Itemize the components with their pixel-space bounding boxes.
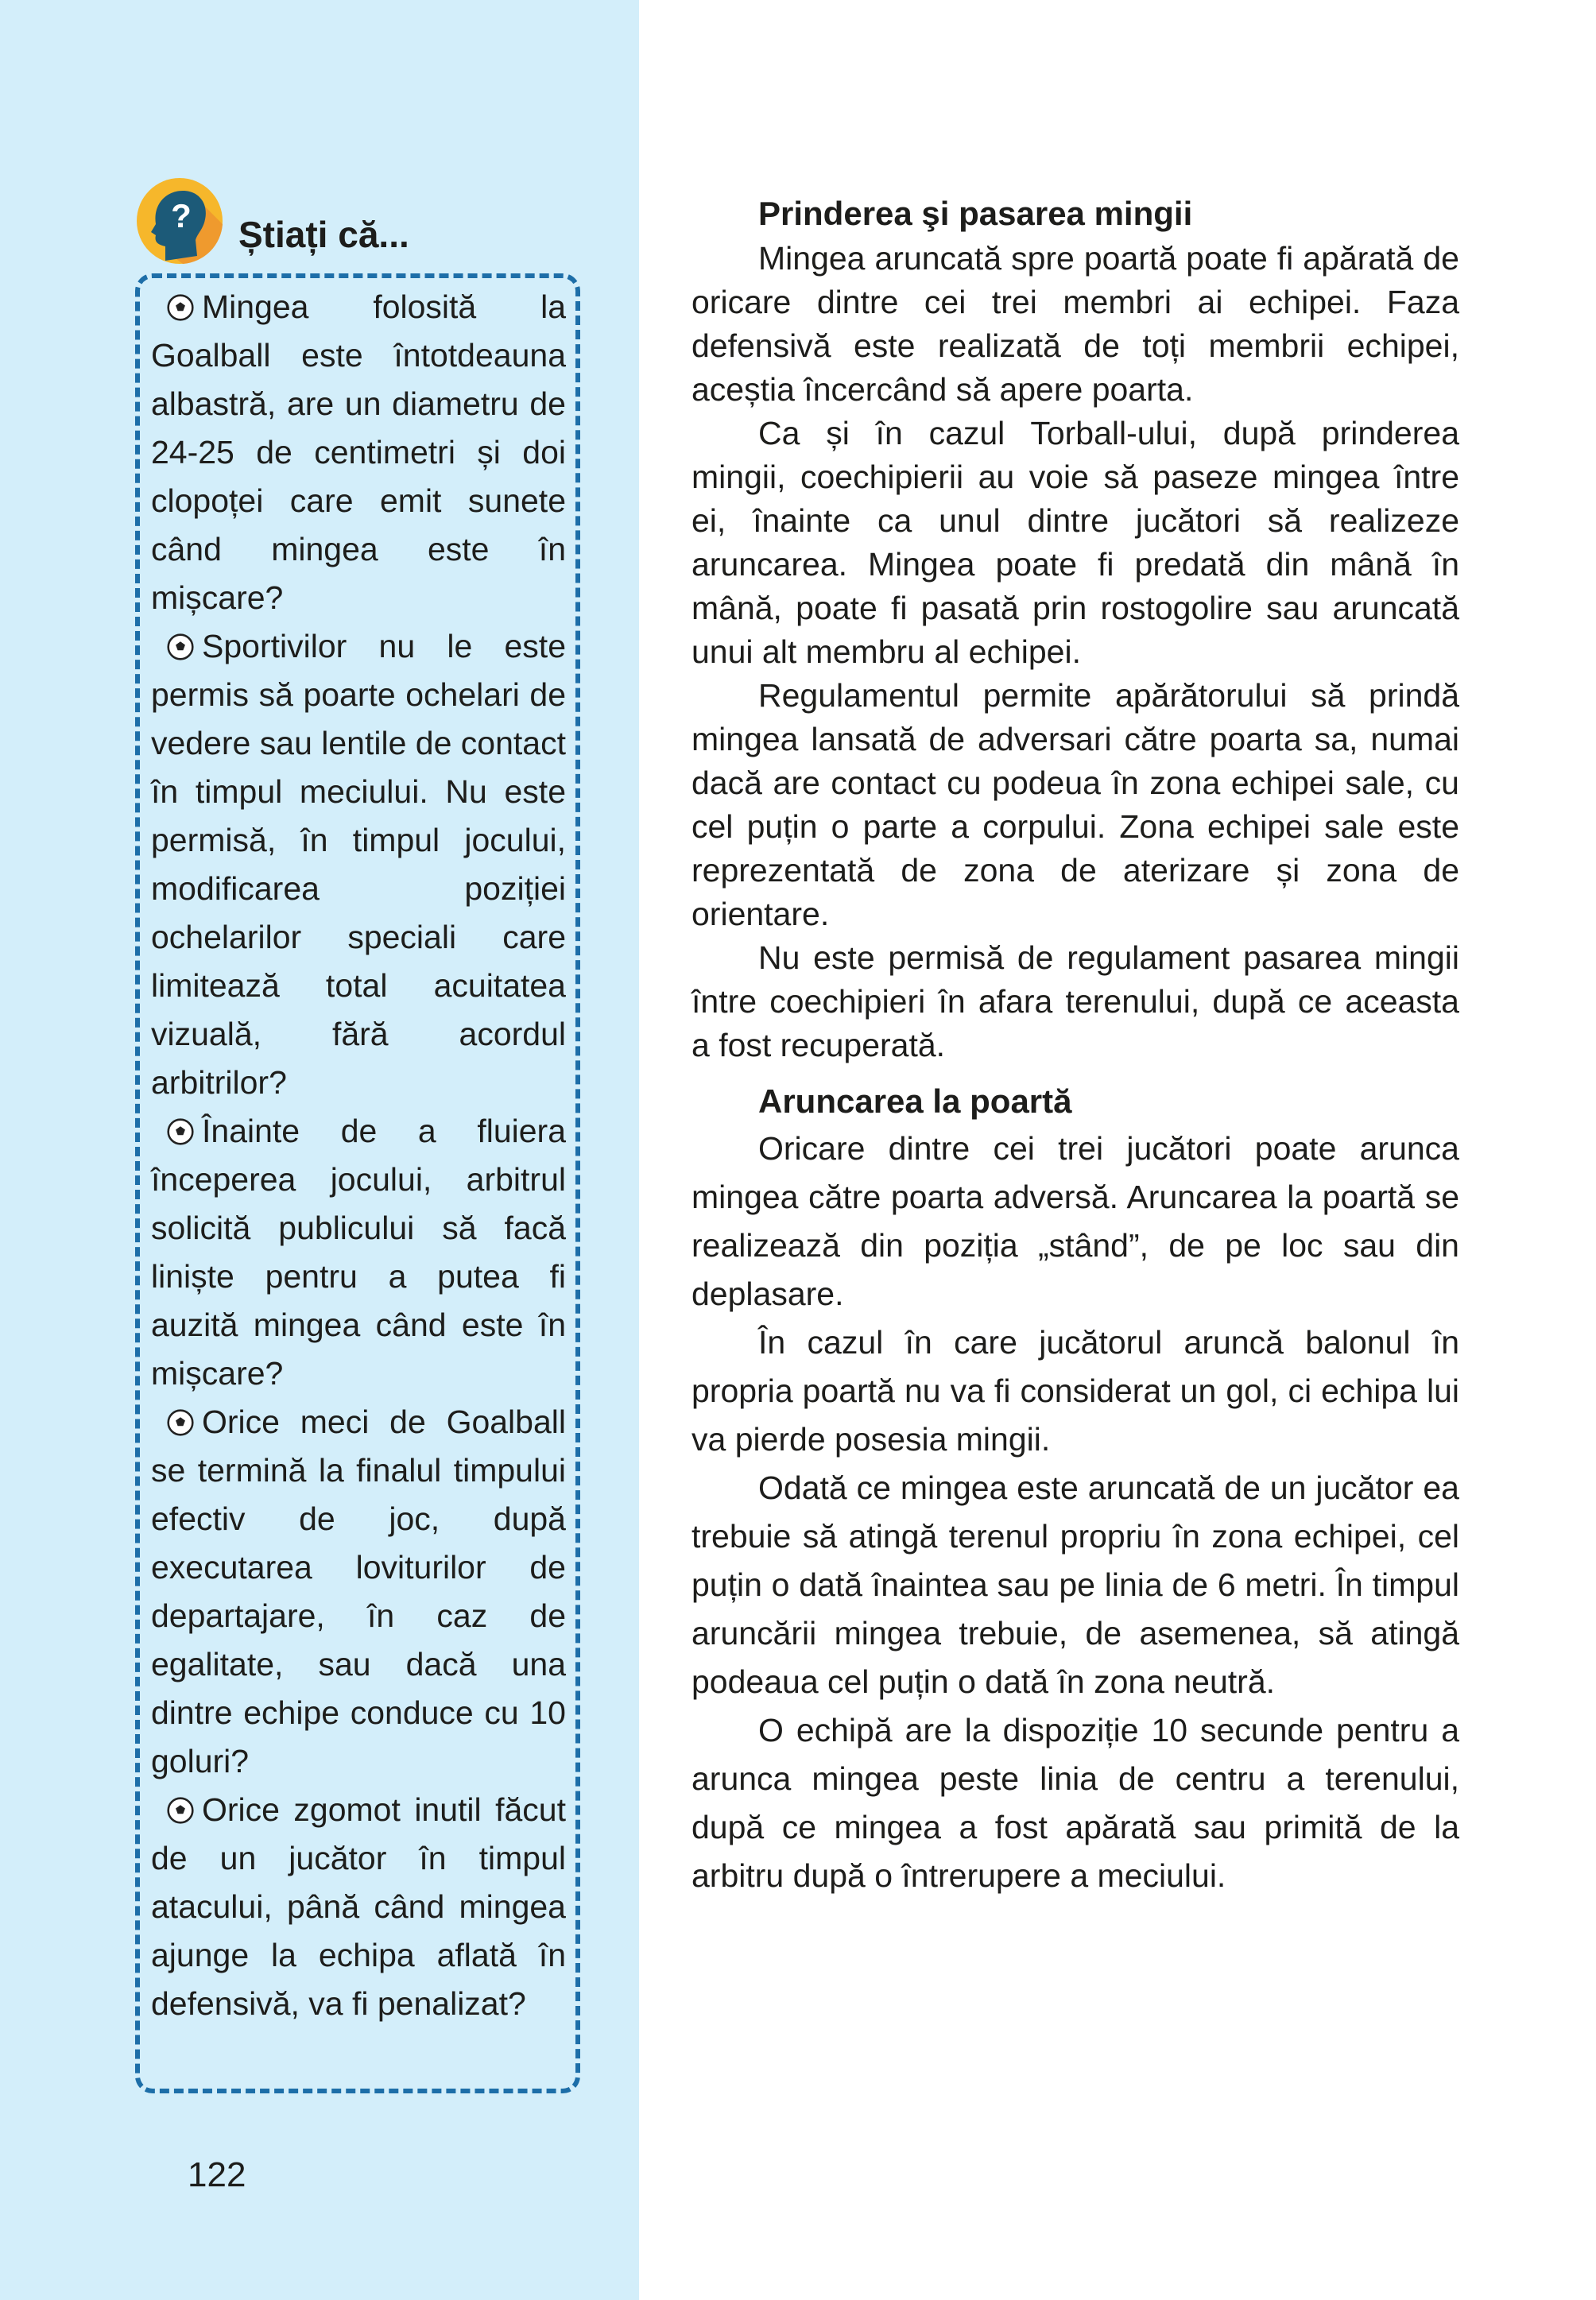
- paragraph: Regulamentul permite apărătorului să prindă mingea lansată de adversari către poarta sa, numai dacă are contact cu podeua în zona echipei sale, cu cel puțin o parte a corpului. Zona echipei sale este reprezentată de zona de aterizare și zona de orientare.: [691, 677, 1459, 932]
- sidebar-title: Știați că...: [238, 214, 409, 255]
- fact-item: Înainte de a fluiera începerea jocului, arbitrul solicită publicului să facă liniște pentru a putea fi auzită mingea când este în mișcare?: [151, 1113, 566, 1392]
- fact-item: Orice meci de Goalball se termină la finalul timpului efectiv de joc, după executarea loviturilor de departajare, în caz de egalitate, sau dacă una dintre echipe conduce cu 10 goluri?: [151, 1404, 566, 1779]
- soccer-ball-icon: [167, 1797, 194, 1824]
- soccer-ball-icon: [167, 1409, 194, 1436]
- paragraph: Nu este permisă de regulament pasarea mingii între coechipieri în afara terenului, după ce aceasta a fost recuperată.: [691, 939, 1459, 1063]
- did-you-know-sidebar: [0, 0, 639, 2300]
- paragraph: Ca și în cazul Torball-ului, după prinderea mingii, coechipierii au voie să paseze mingea între ei, înainte ca unul dintre jucători să realizeze aruncarea. Mingea poate fi predată din mână în mână, poate fi pasată prin rostogolire sau aruncată unui alt membru al echipei.: [691, 415, 1459, 670]
- paragraph: Oricare dintre cei trei jucători poate arunca mingea către poarta adversă. Aruncarea la poartă se realizează din poziția „stând”, de pe loc sau din deplasare.: [691, 1130, 1459, 1312]
- soccer-ball-icon: [167, 633, 194, 660]
- section-heading: Prinderea şi pasarea mingii: [758, 195, 1193, 232]
- main-content: [691, 191, 1459, 1900]
- paragraph: În cazul în care jucătorul aruncă balonul în propria poartă nu va fi considerat un gol, ci echipa lui va pierde posesia mingii.: [691, 1324, 1459, 1458]
- page-number: 122: [188, 2155, 246, 2194]
- paragraph: Mingea aruncată spre poartă poate fi apărată de oricare dintre cei trei membri ai echipei. Faza defensivă este realizată de toți membrii echipei, aceștia încercând să apere poarta.: [691, 240, 1459, 408]
- soccer-ball-icon: [167, 1118, 194, 1145]
- paragraph: Odată ce mingea este aruncată de un jucător ea trebuie să atingă terenul propriu în zona echipei, cel puțin o dată înaintea sau pe linia de 6 metri. În timpul aruncării mingea trebuie, de asemenea, să atingă podeaua cel puțin o dată în zona neutră.: [691, 1469, 1459, 1700]
- section-heading: Aruncarea la poartă: [758, 1082, 1072, 1120]
- fact-item: Mingea folosită la Goalball este întotdeauna albastră, are un diametru de 24-25 de centimetri și doi clopoței care emit sunete când mingea este în mișcare?: [151, 288, 566, 616]
- fact-item: Sportivilor nu le este permis să poarte ochelari de vedere sau lentile de contact în timpul meciului. Nu este permisă, în timpul jocului, modificarea poziției ochelarilor speciali care limitează total acuitatea vizuală, fără acordul arbitrilor?: [151, 628, 566, 1101]
- question-head-icon: [135, 176, 224, 265]
- svg-text:?: ?: [171, 197, 192, 234]
- paragraph: O echipă are la dispoziție 10 secunde pentru a arunca mingea peste linia de centru a terenului, după ce mingea a fost apărată sau primită de la arbitru după o întrerupere a meciului.: [691, 1712, 1459, 1894]
- soccer-ball-icon: [167, 294, 194, 321]
- section-catching-passing: [691, 191, 1459, 1067]
- section-throwing: [691, 1078, 1459, 1900]
- fact-item: Orice zgomot inutil făcut de un jucător în timpul atacului, până când mingea ajunge la echipa aflată în defensivă, va fi penalizat?: [151, 1791, 566, 2022]
- facts-box: [135, 273, 580, 2093]
